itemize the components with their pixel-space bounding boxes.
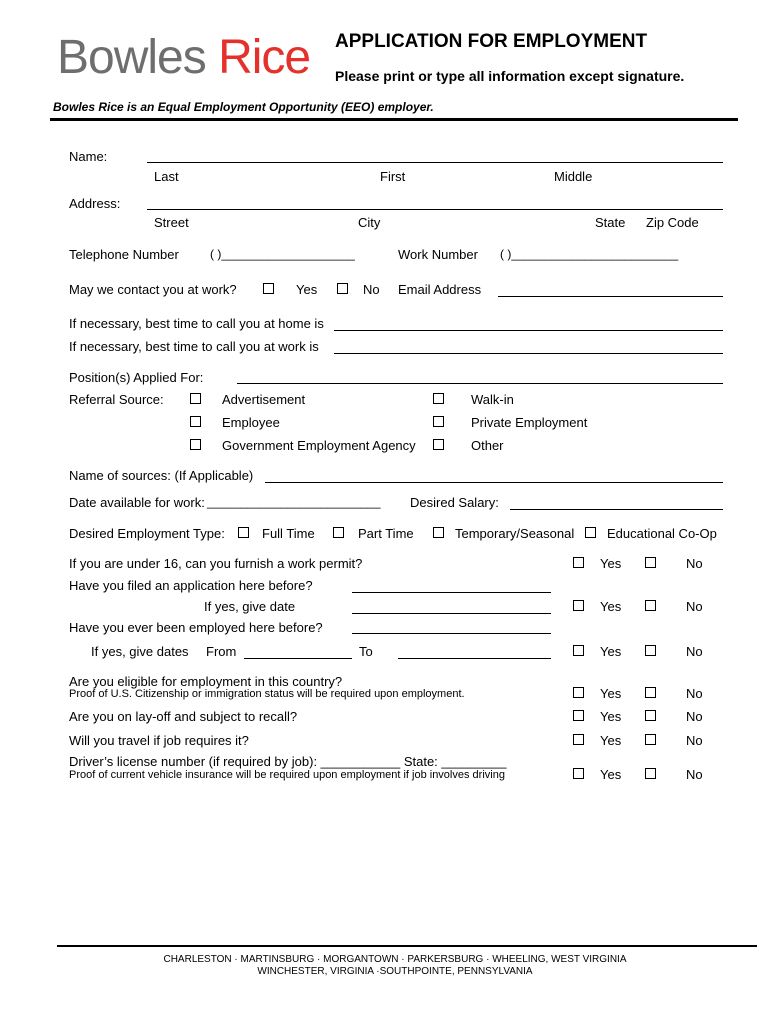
footer-rule bbox=[57, 945, 757, 947]
contact-at-work-no-checkbox[interactable] bbox=[337, 283, 348, 294]
page-title: APPLICATION FOR EMPLOYMENT bbox=[335, 31, 648, 52]
employed-before-no-label: No bbox=[686, 644, 703, 659]
educational-coop-label: Educational Co-Op bbox=[607, 526, 717, 541]
filed-before-yes-checkbox[interactable] bbox=[573, 600, 584, 611]
travel-no-label: No bbox=[686, 733, 703, 748]
eeo-statement: Bowles Rice is an Equal Employment Opportunity (EEO) employer. bbox=[53, 100, 434, 114]
telephone-field[interactable]: ( )____________________ bbox=[210, 247, 355, 261]
temporary-seasonal-checkbox[interactable] bbox=[433, 527, 444, 538]
referral-advertisement-label: Advertisement bbox=[222, 392, 306, 407]
email-field[interactable] bbox=[498, 296, 723, 297]
travel-question: Will you travel if job requires it? bbox=[69, 733, 249, 748]
name-middle-caption: Middle bbox=[554, 169, 593, 184]
layoff-yes-label: Yes bbox=[600, 709, 622, 724]
employed-before-yes-checkbox[interactable] bbox=[573, 645, 584, 656]
eligible-yes-label: Yes bbox=[600, 686, 622, 701]
referral-government-agency-checkbox[interactable] bbox=[190, 439, 201, 450]
address-label: Address: bbox=[69, 196, 121, 211]
employed-dates-label: If yes, give dates bbox=[91, 644, 189, 659]
license-no-checkbox[interactable] bbox=[645, 768, 656, 779]
best-time-home-field[interactable] bbox=[334, 330, 723, 331]
sources-label: Name of sources: (If Applicable) bbox=[69, 468, 254, 483]
referral-other-checkbox[interactable] bbox=[433, 439, 444, 450]
layoff-yes-checkbox[interactable] bbox=[573, 710, 584, 721]
employed-from-label: From bbox=[206, 644, 237, 659]
company-logo bbox=[57, 30, 310, 85]
logo-text-bowles: Bowles bbox=[57, 31, 206, 84]
best-time-work-label: If necessary, best time to call you at work is bbox=[69, 339, 319, 354]
telephone-label: Telephone Number bbox=[69, 247, 179, 262]
address-street-caption: Street bbox=[154, 215, 189, 230]
employed-before-yes-label: Yes bbox=[600, 644, 622, 659]
address-city-caption: City bbox=[358, 215, 381, 230]
work-permit-no-checkbox[interactable] bbox=[645, 557, 656, 568]
sources-field[interactable] bbox=[265, 482, 723, 483]
header-rule bbox=[50, 118, 738, 121]
best-time-home-label: If necessary, best time to call you at home is bbox=[69, 316, 324, 331]
contact-at-work-no-label: No bbox=[363, 282, 380, 297]
travel-yes-checkbox[interactable] bbox=[573, 734, 584, 745]
filed-before-question: Have you filed an application here before? bbox=[69, 578, 313, 593]
eligible-yes-checkbox[interactable] bbox=[573, 687, 584, 698]
referral-private-employment-label: Private Employment bbox=[471, 415, 588, 430]
temporary-seasonal-label: Temporary/Seasonal bbox=[455, 526, 575, 541]
filed-before-field[interactable] bbox=[352, 592, 551, 593]
travel-no-checkbox[interactable] bbox=[645, 734, 656, 745]
part-time-checkbox[interactable] bbox=[333, 527, 344, 538]
date-available-field[interactable]: __________________________ bbox=[207, 495, 381, 509]
name-first-caption: First bbox=[380, 169, 406, 184]
filed-date-label: If yes, give date bbox=[204, 599, 296, 614]
referral-label: Referral Source: bbox=[69, 392, 164, 407]
footer-offices-wv: CHARLESTON · MARTINSBURG · MORGANTOWN · PARKERSBURG · WHEELING, WEST VIRGINIA bbox=[163, 954, 627, 965]
desired-salary-label: Desired Salary: bbox=[410, 495, 499, 510]
filed-before-yes-label: Yes bbox=[600, 599, 622, 614]
work-permit-question: If you are under 16, can you furnish a work permit? bbox=[69, 556, 363, 571]
layoff-no-label: No bbox=[686, 709, 703, 724]
employment-type-label: Desired Employment Type: bbox=[69, 526, 225, 541]
eligible-note: Proof of U.S. Citizenship or immigration status will be required upon employment. bbox=[69, 688, 465, 700]
filed-before-no-label: No bbox=[686, 599, 703, 614]
work-permit-no-label: No bbox=[686, 556, 703, 571]
referral-employee-checkbox[interactable] bbox=[190, 416, 201, 427]
employed-from-field[interactable] bbox=[244, 658, 352, 659]
employed-before-no-checkbox[interactable] bbox=[645, 645, 656, 656]
layoff-no-checkbox[interactable] bbox=[645, 710, 656, 721]
work-permit-yes-checkbox[interactable] bbox=[573, 557, 584, 568]
date-available-label: Date available for work: bbox=[69, 495, 205, 510]
license-yes-checkbox[interactable] bbox=[573, 768, 584, 779]
travel-yes-label: Yes bbox=[600, 733, 622, 748]
name-label: Name: bbox=[69, 149, 108, 164]
full-time-label: Full Time bbox=[262, 526, 315, 541]
address-state-caption: State bbox=[595, 215, 626, 230]
footer-offices-va-pa: WINCHESTER, VIRGINIA ·SOUTHPOINTE, PENNSYLVANIA bbox=[257, 966, 533, 977]
license-note: Proof of current vehicle insurance will be required upon employment if job involves driving bbox=[69, 769, 505, 781]
name-field[interactable] bbox=[147, 162, 723, 163]
full-time-checkbox[interactable] bbox=[238, 527, 249, 538]
referral-walk-in-checkbox[interactable] bbox=[433, 393, 444, 404]
page-subtitle: Please print or type all information except signature. bbox=[335, 68, 685, 84]
name-last-caption: Last bbox=[154, 169, 179, 184]
positions-field[interactable] bbox=[237, 383, 723, 384]
license-yes-label: Yes bbox=[600, 767, 622, 782]
eligible-no-checkbox[interactable] bbox=[645, 687, 656, 698]
license-no-label: No bbox=[686, 767, 703, 782]
employed-before-question: Have you ever been employed here before? bbox=[69, 620, 323, 635]
license-question: Driver’s license number (if required by job): ___________ State: _________ bbox=[69, 754, 507, 769]
best-time-work-field[interactable] bbox=[334, 353, 723, 354]
educational-coop-checkbox[interactable] bbox=[585, 527, 596, 538]
referral-advertisement-checkbox[interactable] bbox=[190, 393, 201, 404]
logo-text-rice: Rice bbox=[218, 31, 311, 84]
referral-employee-label: Employee bbox=[222, 415, 280, 430]
contact-at-work-label: May we contact you at work? bbox=[69, 282, 237, 297]
address-zip-caption: Zip Code bbox=[646, 215, 699, 230]
address-field[interactable] bbox=[147, 209, 723, 210]
work-number-label: Work Number bbox=[398, 247, 478, 262]
filed-before-no-checkbox[interactable] bbox=[645, 600, 656, 611]
referral-other-label: Other bbox=[471, 438, 504, 453]
part-time-label: Part Time bbox=[358, 526, 414, 541]
referral-private-employment-checkbox[interactable] bbox=[433, 416, 444, 427]
positions-label: Position(s) Applied For: bbox=[69, 370, 204, 385]
desired-salary-field[interactable] bbox=[510, 509, 723, 510]
referral-government-agency-label: Government Employment Agency bbox=[222, 438, 416, 453]
eligible-question: Are you eligible for employment in this country? bbox=[69, 674, 343, 689]
contact-at-work-yes-checkbox[interactable] bbox=[263, 283, 274, 294]
work-permit-yes-label: Yes bbox=[600, 556, 622, 571]
layoff-question: Are you on lay-off and subject to recall? bbox=[69, 709, 298, 724]
employed-to-field[interactable] bbox=[398, 658, 551, 659]
referral-walk-in-label: Walk-in bbox=[471, 392, 514, 407]
contact-at-work-yes-label: Yes bbox=[296, 282, 318, 297]
employed-to-label: To bbox=[359, 644, 373, 659]
filed-date-field[interactable] bbox=[352, 613, 551, 614]
work-number-field[interactable]: ( )_________________________ bbox=[500, 247, 679, 261]
employed-before-field[interactable] bbox=[352, 633, 551, 634]
email-label: Email Address bbox=[398, 282, 482, 297]
eligible-no-label: No bbox=[686, 686, 703, 701]
